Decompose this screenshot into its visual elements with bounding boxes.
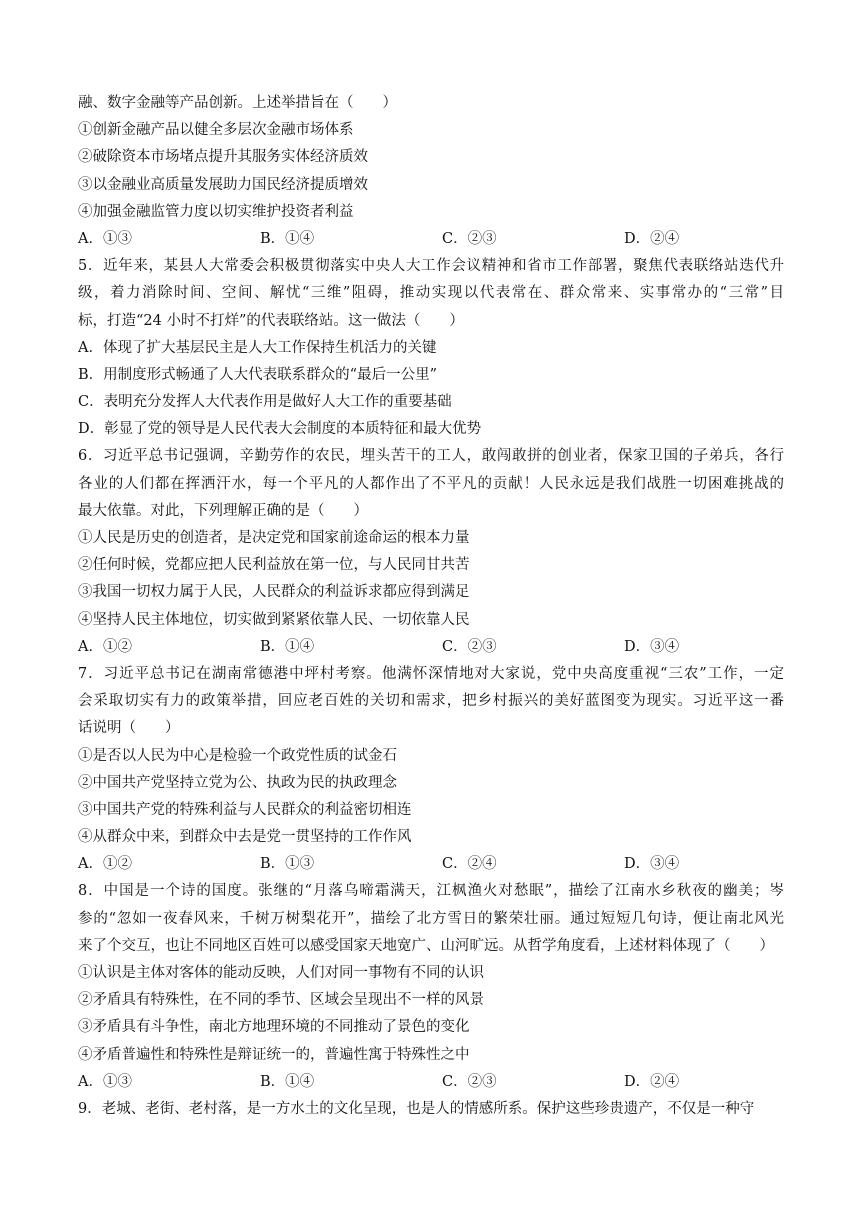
statement-2: ②矛盾具有特殊性，在不同的季节、区域会呈现出不一样的风景 [78, 992, 484, 1009]
option-d: D．③④ [624, 856, 680, 873]
choice-b: B．用制度形式畅通了人大代表联系群众的“最后一公里” [78, 366, 437, 383]
exam-page [78, 90, 784, 1123]
statement-2: ②破除资本市场堵点提升其服务实体经济质效 [78, 149, 368, 166]
option-c: C．②③ [442, 638, 497, 655]
statement-1: ①认识是主体对客体的能动反映，人们对同一事物有不同的认识 [78, 965, 484, 981]
option-d: D．③④ [624, 638, 680, 655]
question-stem-line: 融、数字金融等产品创新。上述举措旨在（ ） [78, 95, 397, 111]
statement-1: ①人民是历史的创造者，是决定党和国家前途命运的根本力量 [78, 530, 470, 546]
question-stem-line: 会采取切实有力的政策举措，回应老百姓的关切和需求，把乡村振兴的美好蓝图变为现实。习近平这一番 [78, 693, 784, 710]
statement-3: ③中国共产党的特殊利益与人民群众的利益密切相连 [78, 801, 412, 818]
question-stem-line: 级，着力消除时间、空间、解忧“三维”阻碍，推动实现以代表常在、群众常来、实事常办的“三常”目 [78, 285, 784, 302]
option-c: C．②④ [442, 856, 497, 873]
choice-a: A．体现了扩大基层民主是人大工作保持生机活力的关键 [78, 339, 437, 356]
question-stem-line: 话说明（ ） [78, 720, 180, 737]
question-stem-line: 9．老城、老街、老村落，是一方水土的文化呈现，也是人的情感所系。保护这些珍贵遗产，不仅是一种守 [78, 1100, 755, 1117]
option-a: A．①② [78, 638, 132, 655]
question-stem-line: 8．中国是一个诗的国度。张继的“月落乌啼霜满天，江枫渔火对愁眠”，描绘了江南水乡秋夜的幽美；岑 [78, 883, 784, 900]
question-4 [78, 90, 784, 253]
option-c: C．②③ [442, 230, 497, 247]
question-stem-line: 5．近年来，某县人大常委会积极贯彻落实中央人大工作会议精神和省市工作部署，聚焦代表联络站迭代升 [78, 258, 784, 275]
question-stem-line: 来了个交互，也让不同地区百姓可以感受国家天地宽广、山河旷远。从哲学角度看，上述材料体现了（ ） [78, 937, 774, 954]
option-b: B．①④ [260, 230, 315, 247]
statement-2: ②任何时候，党都应把人民利益放在第一位，与人民同甘共苦 [78, 557, 470, 574]
option-b: B．①④ [260, 1073, 315, 1090]
question-7 [78, 661, 784, 879]
question-stem-line: 标，打造“24 小时不打烊”的代表联络站。这一做法（ ） [78, 312, 464, 329]
answer-options [78, 1069, 784, 1096]
statement-4: ④坚持人民主体地位，切实做到紧紧依靠人民、一切依靠人民 [78, 611, 470, 628]
question-8 [78, 878, 784, 1096]
answer-options [78, 634, 784, 661]
choice-d: D．彰显了党的领导是人民代表大会制度的本质特征和最大优势 [78, 421, 482, 438]
answer-options [78, 226, 784, 253]
option-b: B．①③ [260, 856, 315, 873]
question-stem-line: 参的“忽如一夜春风来，千树万树梨花开”，描绘了北方雪日的繁荣壮丽。通过短短几句诗，便让南北风光 [78, 910, 784, 927]
option-a: A．①③ [78, 230, 132, 247]
option-d: D．②④ [624, 230, 680, 247]
statement-2: ②中国共产党坚持立党为公、执政为民的执政理念 [78, 774, 397, 791]
statement-3: ③我国一切权力属于人民，人民群众的利益诉求都应得到满足 [78, 584, 470, 601]
question-stem-line: 最大依靠。对此，下列理解正确的是（ ） [78, 502, 368, 519]
statement-3: ③矛盾具有斗争性，南北方地理环境的不同推动了景色的变化 [78, 1019, 470, 1036]
question-5 [78, 253, 784, 443]
statement-4: ④从群众中来，到群众中去是党一贯坚持的工作作风 [78, 829, 412, 846]
statement-1: ①是否以人民为中心是检验一个政党性质的试金石 [78, 747, 397, 764]
question-stem-line: 7．习近平总书记在湖南常德港中坪村考察。他满怀深情地对大家说，党中央高度重视“三农”工作，一定 [78, 665, 784, 682]
option-a: A．①③ [78, 1073, 132, 1090]
question-6 [78, 443, 784, 661]
option-c: C．②③ [442, 1073, 497, 1090]
choice-c: C．表明充分发挥人大代表作用是做好人大工作的重要基础 [78, 394, 452, 411]
question-stem-line: 各业的人们都在挥洒汗水，每一个平凡的人都作出了不平凡的贡献！人民永远是我们战胜一切困难挑战的 [78, 475, 784, 492]
option-d: D．②④ [624, 1073, 680, 1090]
statement-1: ①创新金融产品以健全多层次金融市场体系 [78, 122, 354, 139]
option-b: B．①④ [260, 638, 315, 655]
question-stem-line: 6．习近平总书记强调，辛勤劳作的农民，埋头苦干的工人，敢闯敢拼的创业者，保家卫国的子弟兵，各行 [78, 448, 784, 465]
option-a: A．①② [78, 856, 132, 873]
statement-4: ④矛盾普遍性和特殊性是辩证统一的，普遍性寓于特殊性之中 [78, 1046, 470, 1063]
question-9 [78, 1096, 784, 1123]
statement-4: ④加强金融监管力度以切实维护投资者利益 [78, 203, 354, 220]
statement-3: ③以金融业高质量发展助力国民经济提质增效 [78, 176, 368, 193]
answer-options [78, 851, 784, 878]
